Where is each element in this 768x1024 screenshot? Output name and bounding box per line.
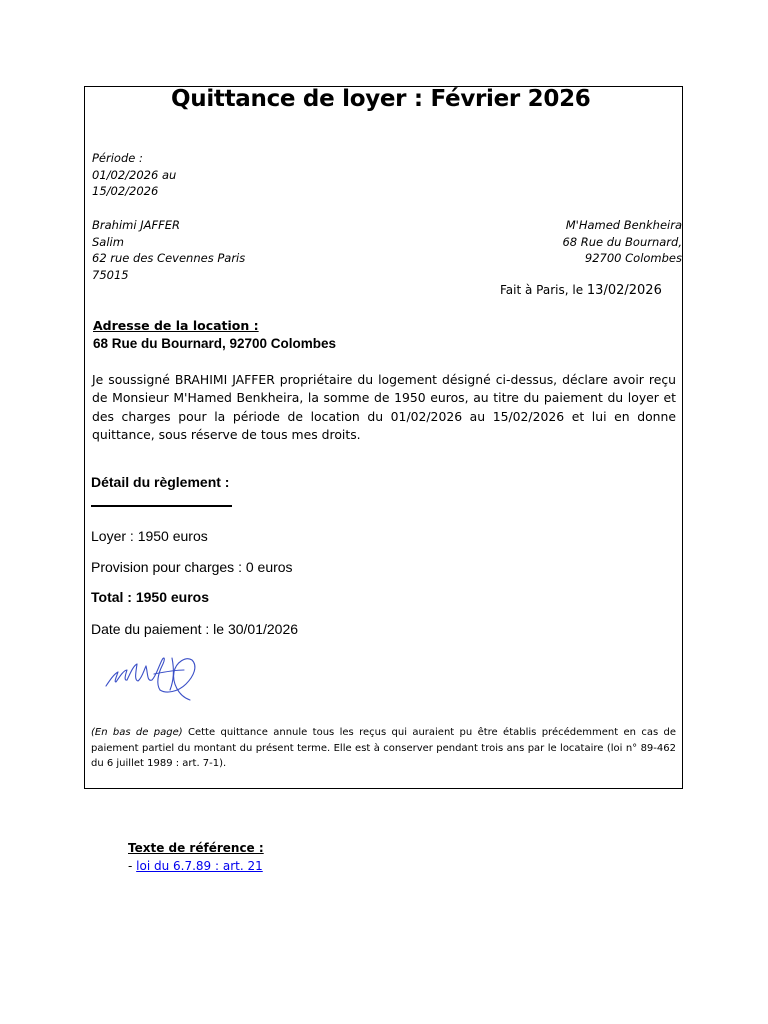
footnote-prefix: (En bas de page) xyxy=(91,727,183,738)
declaration-paragraph: Je soussigné BRAHIMI JAFFER propriétaire du logement désigné ci-dessus, déclare avoir reçu de Monsieur M'Hamed Benkheira, la somme de 1950 euros, au titre du paiement du loyer et des charges pour la période de location du 01/02/2026 au 15/02/2026 et lui en donne quittance, sous réserve de tous mes droits. xyxy=(92,372,676,442)
rental-period xyxy=(92,150,262,200)
issue-date: 13/02/2026 xyxy=(586,283,662,298)
footnote-text: Cette quittance annule tous les reçus qui auraient pu être établis précédemment en cas de paiement partiel du montant du présent terme. Elle est à conserver pendant trois ans par le locataire (loi n° 89-462 du 6 juillet 1989 : art. 7-1). xyxy=(91,727,677,769)
reference-dash: - xyxy=(128,859,137,873)
payment-date: Date du paiement : le 30/01/2026 xyxy=(91,621,299,637)
reference-line xyxy=(128,859,263,873)
reference-label: Texte de référence : xyxy=(128,841,264,855)
landlord-block xyxy=(92,217,262,283)
signature-image xyxy=(100,648,220,708)
period-from: 01/02/2026 au xyxy=(92,167,177,182)
payment-detail-title: Détail du règlement : xyxy=(91,474,230,490)
period-to: 15/02/2026 xyxy=(92,184,159,198)
total-amount: Total : 1950 euros xyxy=(91,589,210,605)
rent-amount: Loyer : 1950 euros xyxy=(91,528,208,544)
charges-amount: Provision pour charges : 0 euros xyxy=(91,559,293,575)
location-address-label: Adresse de la location : xyxy=(93,318,259,333)
payment-detail-rule xyxy=(91,505,232,507)
landlord-firstname: Salim xyxy=(92,234,124,249)
footnote xyxy=(91,725,676,772)
landlord-street: 62 rue des Cevennes Paris xyxy=(92,251,246,265)
landlord-postcode: 75015 xyxy=(92,267,129,282)
tenant-street: 68 Rue du Bournard, xyxy=(562,234,682,249)
tenant-city: 92700 Colombes xyxy=(584,251,682,265)
landlord-name: Brahimi JAFFER xyxy=(92,218,180,232)
tenant-block xyxy=(442,217,682,267)
issue-place-date xyxy=(500,283,662,298)
period-label: Période : xyxy=(92,151,143,165)
issue-prefix: Fait à Paris, le xyxy=(500,283,587,297)
tenant-name: M'Hamed Benkheira xyxy=(565,218,682,232)
location-address-value: 68 Rue du Bournard, 92700 Colombes xyxy=(93,336,337,351)
reference-law-link[interactable]: loi du 6.7.89 : art. 21 xyxy=(136,859,263,873)
